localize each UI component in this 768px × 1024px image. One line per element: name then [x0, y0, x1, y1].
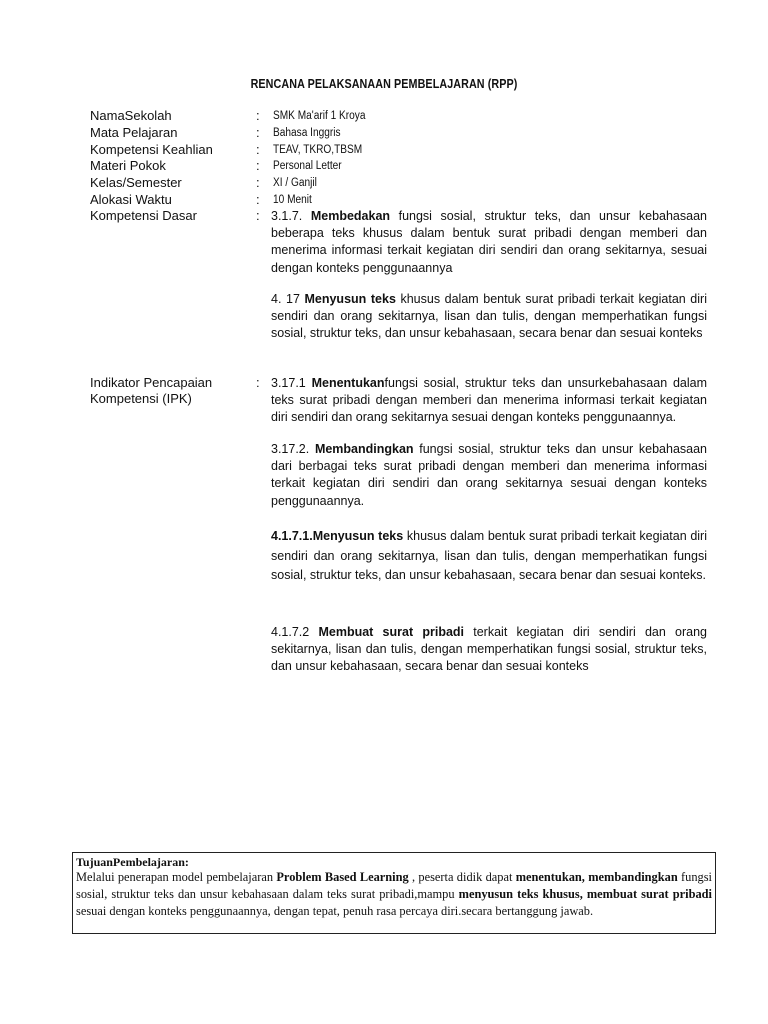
info-label: Kompetensi Keahlian — [90, 141, 213, 157]
ipk-item-number: 3.17.1 — [271, 376, 306, 390]
tujuan-text: fungsi sosial, struktur teks dan unsur kebahasaan dalam teks surat pribadi,mampu — [76, 870, 712, 902]
ipk-label-line: Indikator Pencapaian — [90, 375, 213, 390]
tujuan-text: sesuai dengan konteks penggunaannya, dengan tepat, penuh rasa percaya diri.secara bertanggung jawab. — [76, 904, 594, 919]
info-value: SMK Ma'arif 1 Kroya — [273, 110, 366, 122]
info-label: Materi Pokok — [90, 158, 166, 174]
tujuan-bold: Problem Based Learning — [276, 870, 409, 884]
ipk-label-line: Kompetensi (IPK) — [90, 391, 192, 407]
info-row — [90, 125, 710, 142]
info-label: Kelas/Semester — [90, 175, 182, 191]
ipk-item — [271, 375, 707, 427]
tujuan-bold: menentukan, membandingkan — [515, 870, 678, 884]
info-row — [90, 192, 710, 209]
tujuan-box — [72, 852, 716, 934]
info-colon: : — [256, 124, 260, 140]
kd-item-number: 3.1.7. — [271, 209, 303, 223]
ipk-item — [271, 527, 707, 586]
ipk-item-number: 3.17.2. — [271, 442, 310, 456]
tujuan-text: Melalui penerapan model pembelajaran — [76, 870, 277, 884]
kd-item-text: khusus dalam bentuk surat pribadi terkait kegiatan diri sendiri dan orang sekitarnya, lisan dan tulis, dengan memperhatikan fungsi sosial, struktur teks, dan unsur kebahasaan, secara benar dan sesuai konteks — [271, 292, 707, 341]
info-colon: : — [256, 108, 260, 123]
ipk-item-text: fungsi sosial, struktur teks dan unsur kebahasaan dari berbagai teks surat pribadi dengan memberi dan menerima informasi terkait kegiatan diri sendiri dan orang sekitarnya sesuai dengan konteks penggunaannya. — [271, 442, 708, 508]
ipk-item-keyword: Menentukan — [311, 376, 385, 390]
info-colon: : — [256, 175, 260, 191]
ipk-item-keyword: 4.1.7.1.Menyusun teks — [271, 529, 404, 543]
ipk-label — [90, 375, 212, 408]
kd-item-text: fungsi sosial, struktur teks, dan unsur kebahasaan beberapa teks khusus dalam bentuk surat pribadi dengan memberi dan menerima informasi terkait kegiatan diri sendiri dan orang sekitarnya, sesuai dengan konteks penggunaannya — [271, 209, 707, 275]
kd-item — [271, 291, 707, 343]
ipk-item — [271, 624, 707, 676]
info-colon: : — [256, 158, 260, 174]
kd-item — [271, 208, 707, 277]
info-colon: : — [256, 141, 260, 157]
info-label: Alokasi Waktu — [90, 191, 172, 207]
ipk-item — [271, 441, 707, 510]
info-value: XI / Ganjil — [273, 177, 317, 190]
kd-item-keyword: Menyusun teks — [304, 292, 396, 306]
kd-item-keyword: Membedakan — [310, 209, 391, 223]
info-row — [90, 158, 710, 175]
info-row — [90, 175, 710, 192]
info-value: 10 Menit — [273, 193, 312, 206]
info-value: Personal Letter — [273, 160, 342, 173]
ipk-item-number: 4.1.7.2 — [271, 625, 310, 639]
info-label: NamaSekolah — [90, 108, 172, 123]
tujuan-bold: menyusun teks khusus, membuat surat pribadi — [458, 887, 712, 902]
info-row — [90, 142, 710, 159]
ipk-item-keyword: Membandingkan — [314, 442, 414, 456]
kd-item-number: 4. 17 — [271, 292, 300, 306]
info-value: TEAV, TKRO,TBSM — [273, 143, 363, 156]
ipk-item-keyword: Membuat surat pribadi — [318, 625, 465, 639]
ipk-colon: : — [256, 375, 260, 390]
info-table — [90, 108, 710, 209]
info-row — [90, 108, 710, 125]
ipk-item-text: terkait kegiatan diri sendiri dan orang sekitarnya, lisan dan tulis, dengan memperhatikan fungsi sosial, struktur teks, dan unsur kebahasaan, secara benar dan sesuai konteks — [271, 625, 707, 674]
tujuan-heading: TujuanPembelajaran: — [76, 855, 189, 869]
ipk-item-text: khusus dalam bentuk surat pribadi terkait kegiatan diri sendiri dan orang sekitarnya, lisan dan tulis, dengan memperhatikan fungsi sosial, struktur teks, dan unsur kebahasaan, secara benar dan sesuai konteks. — [271, 529, 707, 582]
document-title: RENCANA PELAKSANAAN PEMBELAJARAN (RPP) — [250, 77, 518, 91]
ipk-item-text: fungsi sosial, struktur teks dan unsurkebahasaan dalam teks surat pribadi dengan memberi dan menerima informasi terkait kegiatan diri sendiri dan orang sekitarnya sesuai dengan konteks penggunaannya. — [271, 376, 707, 425]
kd-label: Kompetensi Dasar — [90, 208, 197, 223]
info-colon: : — [256, 191, 260, 207]
tujuan-text: , peserta didik dapat — [408, 870, 516, 884]
kd-colon: : — [256, 208, 260, 223]
info-label: Mata Pelajaran — [90, 124, 178, 140]
info-value: Bahasa Inggris — [273, 126, 341, 139]
